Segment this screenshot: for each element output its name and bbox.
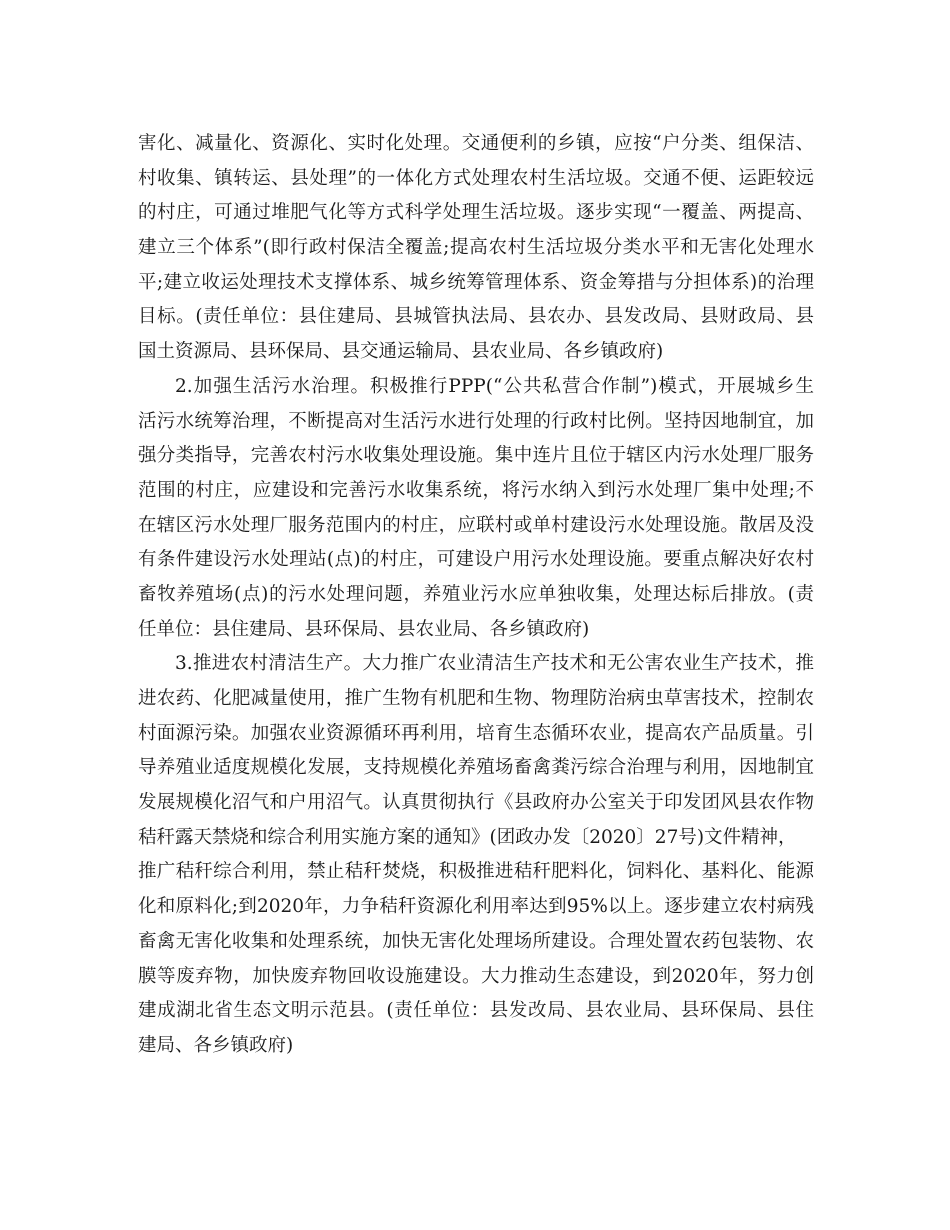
text-line: 的村庄，可通过堆肥气化等方式科学处理生活垃圾。逐步实现“一覆盖、两提高、 [138, 202, 814, 224]
text-line: 畜禽无害化收集和处理系统，加快无害化处理场所建设。合理处置农药包装物、农 [138, 930, 814, 952]
text-line: 任单位：县住建局、县环保局、县农业局、各乡镇政府) [138, 618, 590, 640]
text-line: 村收集、镇转运、县处理”的一体化方式处理农村生活垃圾。交通不便、运距较远 [138, 167, 814, 189]
text-line: 秸秆露天禁烧和综合利用实施方案的通知》(团政办发〔2020〕27号)文件精神， [138, 826, 797, 848]
paragraph-garbage-treatment [138, 127, 814, 370]
text-line: 导养殖业适度规模化发展，支持规模化养殖场畜禽粪污综合治理与利用，因地制宜 [138, 757, 814, 779]
text-line: 建局、各乡镇政府) [138, 1034, 294, 1056]
text-line: 2.加强生活污水治理。积极推行PPP(“公共私营合作制”)模式，开展城乡生 [175, 375, 814, 397]
paragraph-clean-production [138, 647, 814, 1063]
text-line: 强分类指导，完善农村污水收集处理设施。集中连片且位于辖区内污水处理厂服务 [138, 445, 814, 467]
document-body [138, 127, 814, 1064]
text-line: 范围的村庄，应建设和完善污水收集系统，将污水纳入到污水处理厂集中处理;不 [138, 479, 814, 501]
text-line: 活污水统筹治理，不断提高对生活污水进行处理的行政村比例。坚持因地制宜，加 [138, 410, 814, 432]
text-line: 3.推进农村清洁生产。大力推广农业清洁生产技术和无公害农业生产技术，推 [175, 653, 814, 675]
text-line: 村面源污染。加强农业资源循环再利用，培育生态循环农业，提高农产品质量。引 [138, 722, 814, 744]
text-line: 化和原料化;到2020年，力争秸秆资源化利用率达到95%以上。逐步建立农村病残 [138, 896, 814, 918]
text-line: 有条件建设污水处理站(点)的村庄，可建设户用污水处理设施。要重点解决好农村 [138, 549, 814, 571]
text-line: 建成湖北省生态文明示范县。(责任单位：县发改局、县农业局、县环保局、县住 [138, 1000, 814, 1022]
text-line: 畜牧养殖场(点)的污水处理问题，养殖业污水应单独收集，处理达标后排放。(责 [138, 583, 814, 605]
text-line: 平;建立收运处理技术支撑体系、城乡统筹管理体系、资金筹措与分担体系)的治理 [138, 271, 814, 293]
text-line: 在辖区污水处理厂服务范围内的村庄，应联村或单村建设污水处理设施。散居及没 [138, 514, 814, 536]
text-line: 害化、减量化、资源化、实时化处理。交通便利的乡镇，应按“户分类、组保洁、 [138, 133, 814, 154]
text-line: 进农药、化肥减量使用，推广生物有机肥和生物、物理防治病虫草害技术，控制农 [138, 688, 814, 709]
text-line: 发展规模化沼气和户用沼气。认真贯彻执行《县政府办公室关于印发团风县农作物 [138, 792, 814, 814]
text-line: 目标。(责任单位：县住建局、县城管执法局、县农办、县发改局、县财政局、县 [138, 306, 814, 328]
paragraph-sewage-treatment [138, 370, 814, 648]
text-line: 国土资源局、县环保局、县交通运输局、县农业局、各乡镇政府) [138, 341, 664, 363]
text-line: 推广秸秆综合利用，禁止秸秆焚烧，积极推进秸秆肥料化，饲料化、基料化、能源 [138, 861, 814, 883]
text-line: 建立三个体系”(即行政村保洁全覆盖;提高农村生活垃圾分类水平和无害化处理水 [138, 237, 814, 259]
text-line: 膜等废弃物，加快废弃物回收设施建设。大力推动生态建设，到2020年，努力创 [138, 965, 814, 987]
